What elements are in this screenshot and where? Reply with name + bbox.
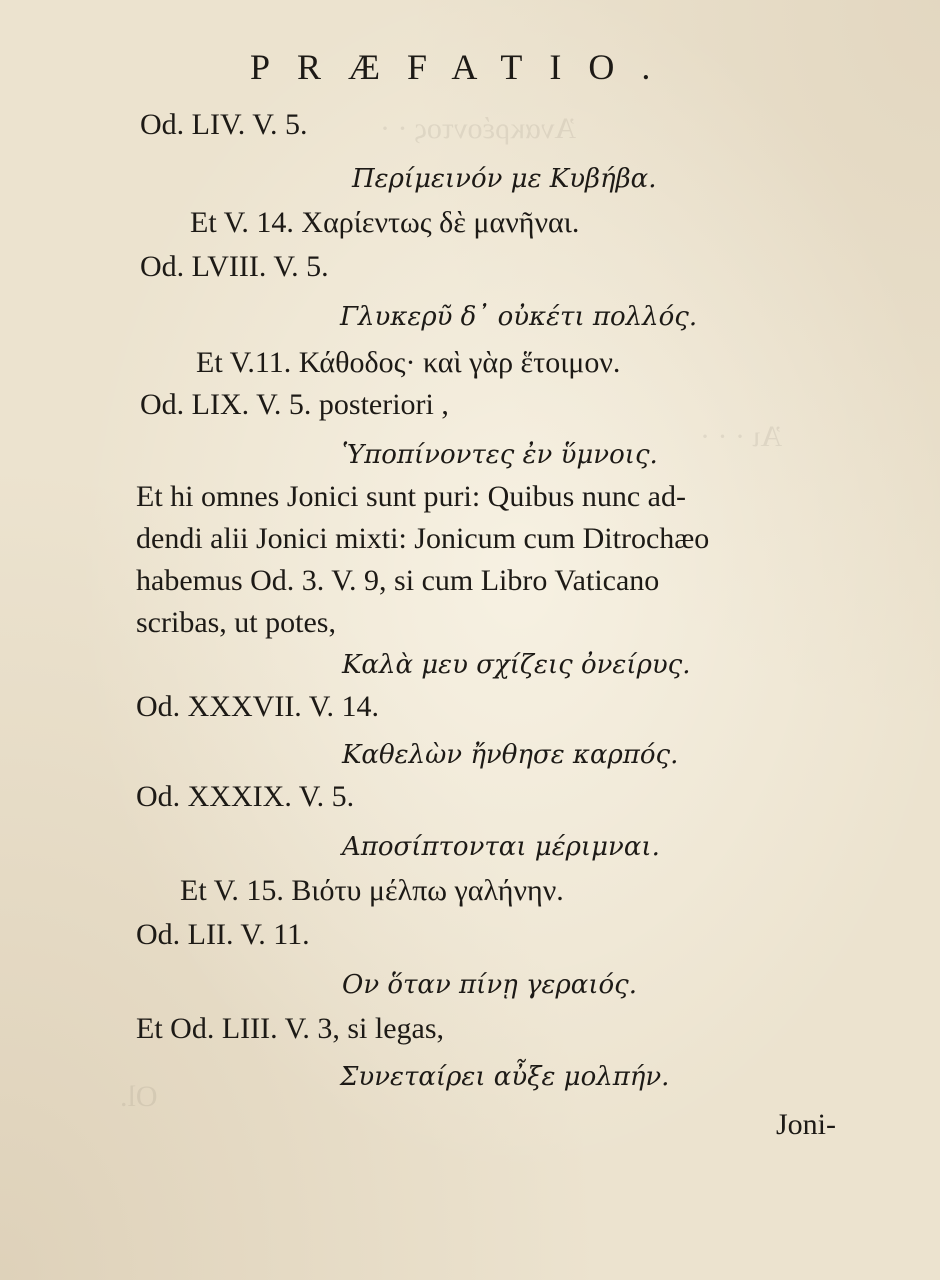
greek-verse-3: Ὑποπίνοντες ἐν ὕμνοις. bbox=[342, 440, 658, 470]
text-line-14: Od. XXXVII. V. 14. bbox=[136, 690, 380, 723]
text-line-4: Od. LVIII. V. 5. bbox=[140, 250, 329, 283]
bleed-through-text: Ἀνακρέοντος · · bbox=[380, 112, 577, 145]
text-line-10: dendi alii Jonici mixti: Jonicum cum Ditrochæo bbox=[136, 522, 710, 555]
text-line-18: Et V. 15. Βιότυ μέλπω γαλήνην. bbox=[180, 874, 564, 907]
text-line-1: Od. LIV. V. 5. bbox=[140, 108, 308, 141]
greek-verse-7: Ον ὅταν πίνῃ γεραιός. bbox=[342, 970, 637, 1000]
greek-verse-5: Καθελὼν ἤνθησε καρπός. bbox=[342, 740, 679, 770]
text-line-7: Od. LIX. V. 5. posteriori , bbox=[140, 388, 449, 421]
text-line-21: Et Od. LIII. V. 3, si legas, bbox=[136, 1012, 445, 1045]
text-line-3: Et V. 14. Χαρίεντως δὲ μανῆναι. bbox=[190, 206, 580, 239]
page-header: PRÆFATIO. bbox=[250, 47, 678, 87]
greek-verse-4: Καλὰ μευ σχίζεις ὀνείρυς. bbox=[342, 650, 691, 680]
bleed-through-text: Ἀι · · · bbox=[700, 420, 783, 453]
bleed-through-text: Ol. bbox=[120, 1080, 158, 1113]
text-line-11: habemus Od. 3. V. 9, si cum Libro Vaticano bbox=[136, 564, 660, 597]
greek-verse-8: Συνεταίρει αὖξε μολπήν. bbox=[340, 1062, 670, 1092]
text-line-6: Et V.11. Κάθοδος· καὶ γὰρ ἕτοιμον. bbox=[196, 346, 621, 379]
text-line-16: Od. XXXIX. V. 5. bbox=[136, 780, 355, 813]
greek-verse-1: Περίμεινόν με Κυβήβα. bbox=[352, 164, 657, 194]
greek-verse-2: Γλυκερῦ δ᾽ οὐκέτι πολλός. bbox=[340, 302, 698, 332]
text-line-19: Od. LII. V. 11. bbox=[136, 918, 310, 951]
text-line-12: scribas, ut potes, bbox=[136, 606, 336, 639]
greek-verse-6: Αποσίπτονται μέριμναι. bbox=[342, 832, 660, 862]
catchword: Joni- bbox=[776, 1108, 836, 1141]
text-line-9: Et hi omnes Jonici sunt puri: Quibus nunc ad- bbox=[136, 480, 686, 513]
